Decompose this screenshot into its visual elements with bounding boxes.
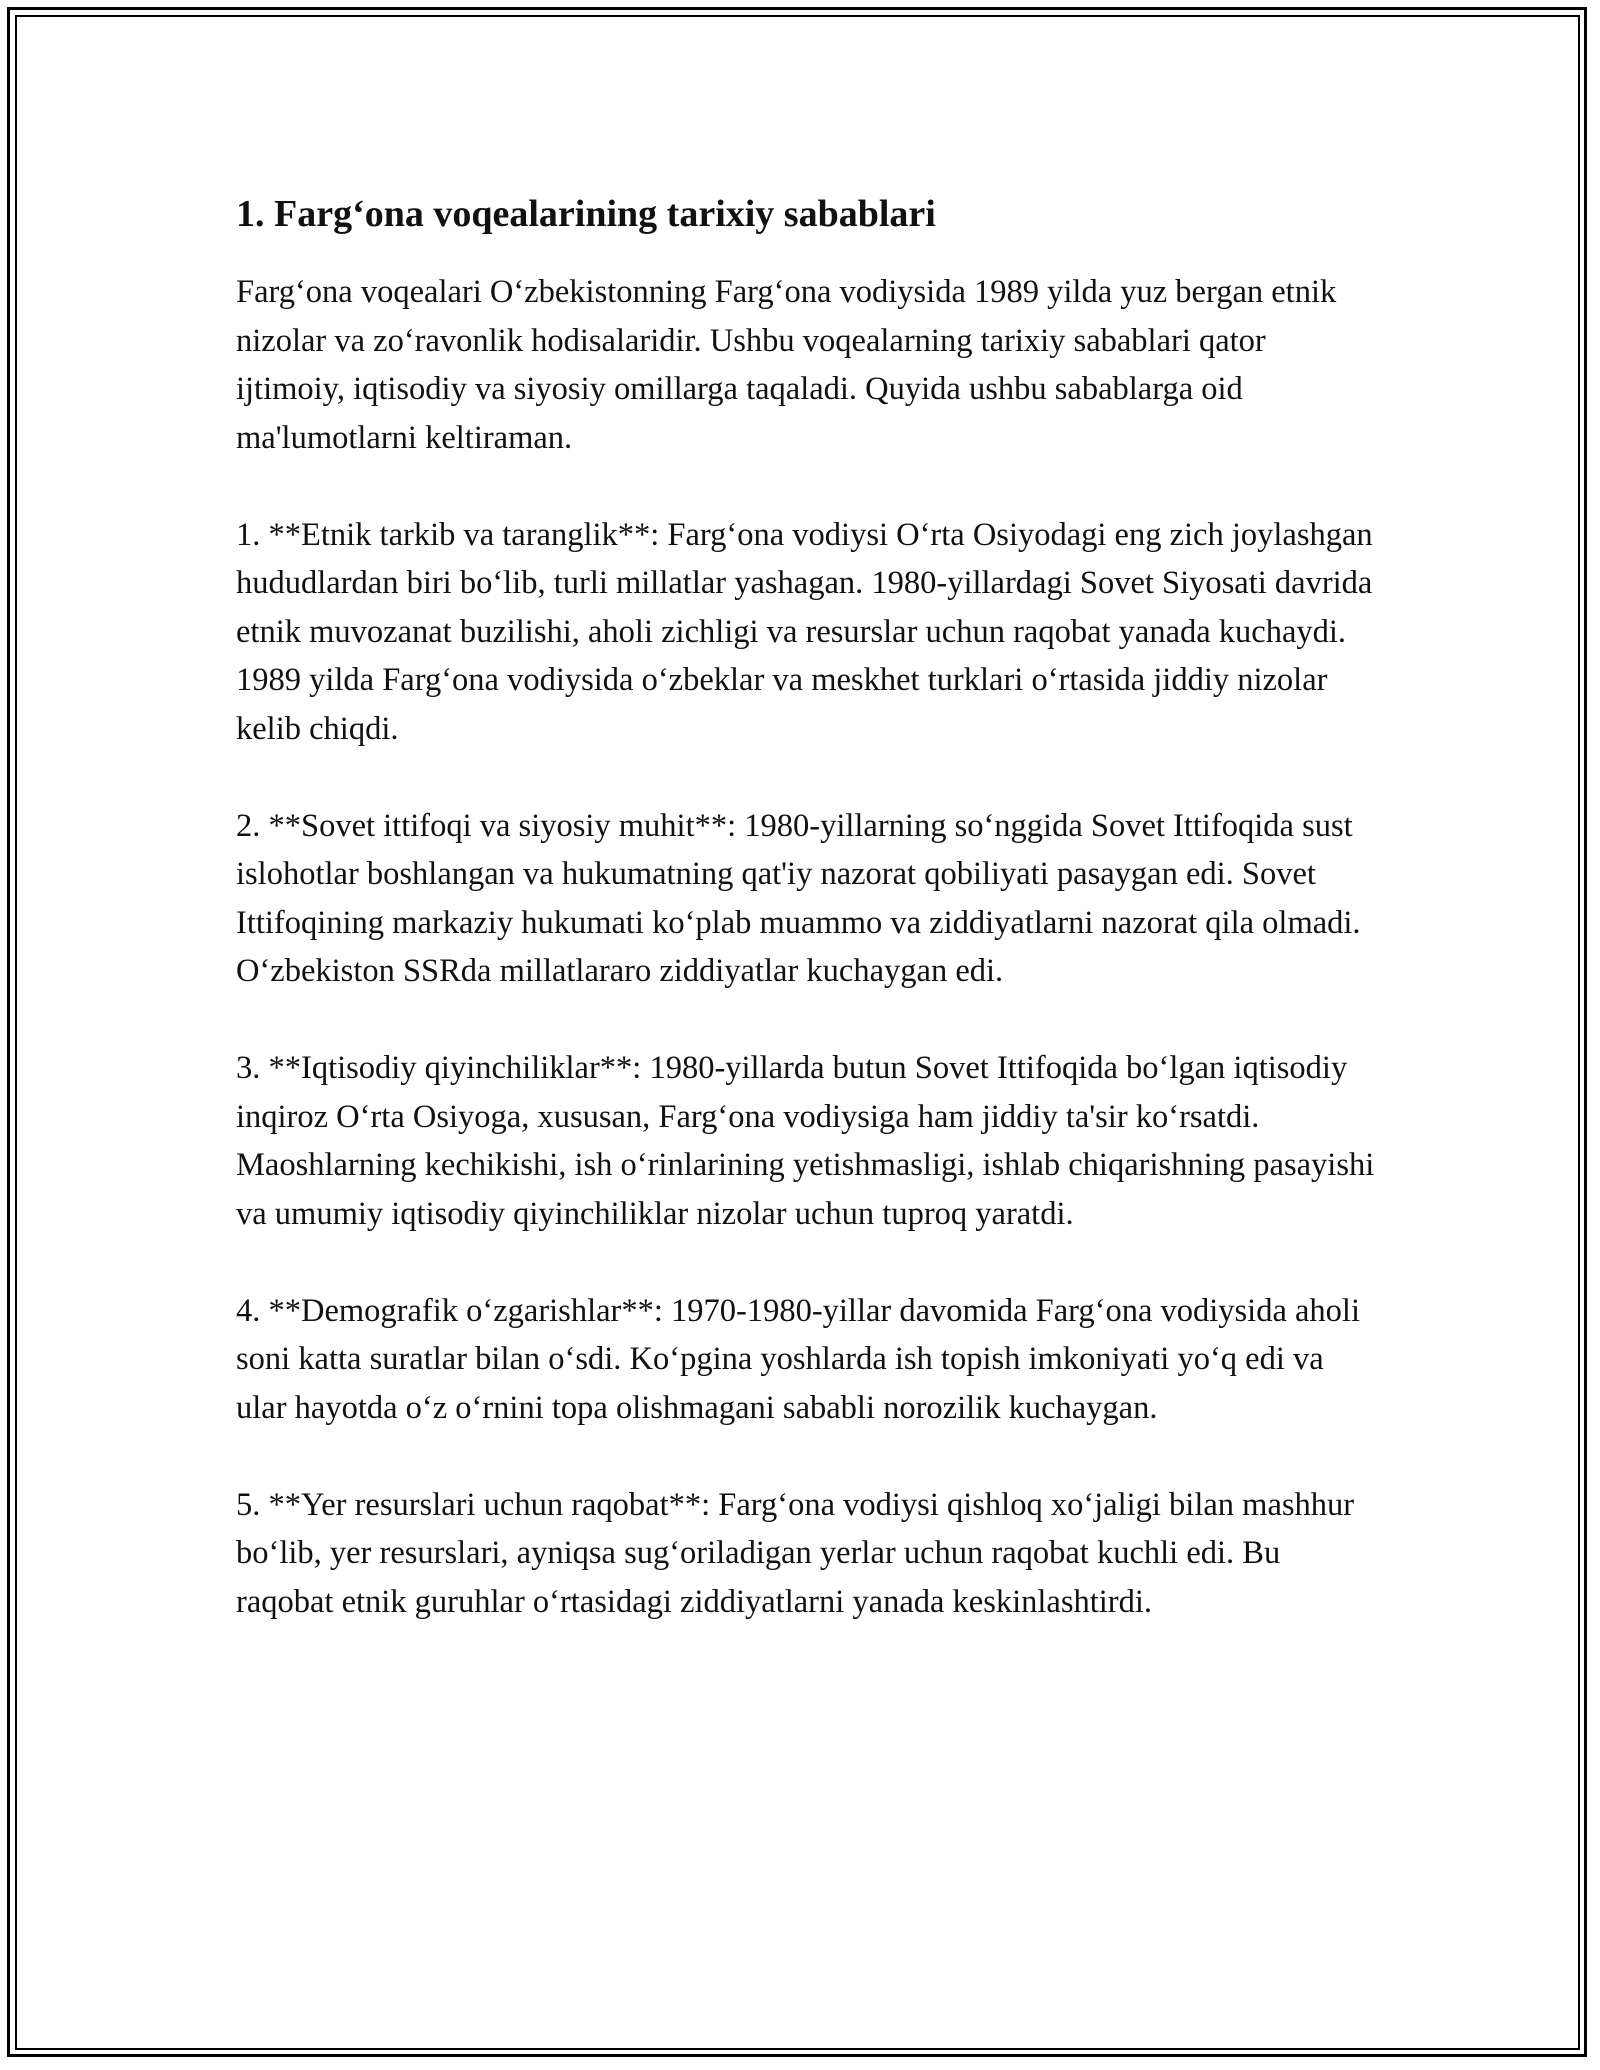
intro-paragraph: Farg‘ona voqealari O‘zbekistonning Farg‘ona vodiysida 1989 yilda yuz bergan etnik nizolar va zo‘ravonlik hodisalaridir. Ushbu voqealarning tarixiy sabablari qator ijtimoiy, iqtisodiy va siyosiy omillarga taqaladi. Quyida ushbu sabablarga oid ma'lumotlarni keltiraman. — [236, 274, 1337, 456]
paragraph-ethnic-composition: 1. **Etnik tarkib va taranglik**: Farg‘ona vodiysi O‘rta Osiyodagi eng zich joylashgan hududlardan biri bo‘lib, turli millatlar yashagan. 1980-yillardagi Sovet Siyosati davrida etnik muvozanat buzilishi, aholi zichligi va resurslar uchun raqobat yanada kuchaydi. 1989 yilda Farg‘ona vodiysida o‘zbeklar va meskhet turklari o‘rtasida jiddiy nizolar kelib chiqdi. — [236, 516, 1373, 747]
paragraph-demographic-changes: 4. **Demografik o‘zgarishlar**: 1970-1980-yillar davomida Farg‘ona vodiysida aholi soni katta suratlar bilan o‘sdi. Ko‘pgina yoshlarda ish topish imkoniyati yo‘q edi va ular hayotda o‘z o‘rnini topa olishmagani sababli norozilik kuchaygan. — [236, 1292, 1360, 1426]
document-body — [236, 186, 1376, 1626]
paragraph-soviet-politics: 2. **Sovet ittifoqi va siyosiy muhit**: 1980-yillarning so‘nggida Sovet Ittifoqida sust islohotlar boshlangan va hukumatning qat'iy nazorat qobiliyati pasaygan edi. Sovet Ittifoqining markaziy hukumati ko‘plab muammo va ziddiyatlarni nazorat qila olmadi. O‘zbekiston SSRda millatlararo ziddiyatlar kuchaygan edi. — [236, 807, 1361, 989]
document-title: 1. Farg‘ona voqealarining tarixiy sabablari — [236, 193, 936, 235]
paragraph-land-competition: 5. **Yer resurslari uchun raqobat**: Farg‘ona vodiysi qishloq xo‘jaligi bilan mashhur bo‘lib, yer resurslari, ayniqsa sug‘oriladigan yerlar uchun raqobat kuchli edi. Bu raqobat etnik guruhlar o‘rtasidagi ziddiyatlarni yanada keskinlashtirdi. — [236, 1486, 1355, 1620]
paragraph-economic-difficulties: 3. **Iqtisodiy qiyinchiliklar**: 1980-yillarda butun Sovet Ittifoqida bo‘lgan iqtisodiy inqiroz O‘rta Osiyoga, xususan, Farg‘ona vodiysiga ham jiddiy ta'sir ko‘rsatdi. Maoshlarning kechikishi, ish o‘rinlarining yetishmasligi, ishlab chiqarishning pasayishi va umumiy iqtisodiy qiyinchiliklar nizolar uchun tuproq yaratdi. — [236, 1050, 1375, 1232]
